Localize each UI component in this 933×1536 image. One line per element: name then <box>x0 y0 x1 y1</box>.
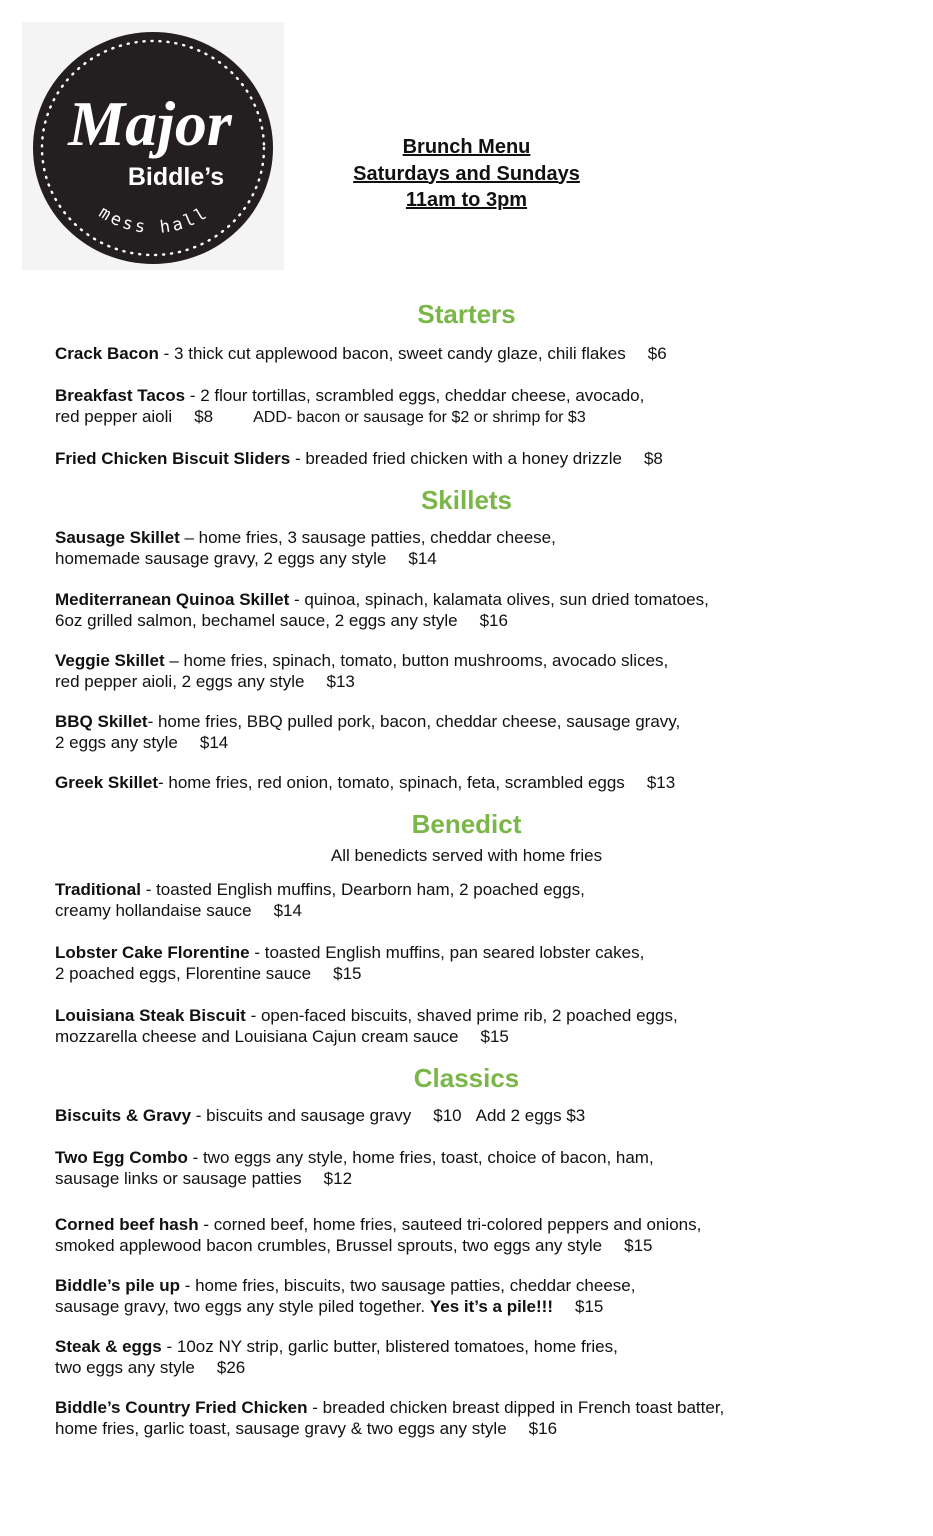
logo-seal-icon <box>22 22 284 270</box>
menu-item-veggie-skillet <box>55 650 895 692</box>
menu-item-fried-chicken-biscuit-sliders <box>55 448 895 469</box>
item-description: - breaded fried chicken with a honey drizzle <box>290 449 622 468</box>
item-description: - 3 thick cut applewood bacon, sweet candy glaze, chili flakes <box>158 344 626 363</box>
item-highlight: Yes it’s a pile!!! <box>429 1297 553 1316</box>
menu-item-biddles-pile-up <box>55 1275 895 1317</box>
section-title-classics: Classics <box>413 1063 520 1093</box>
item-description-line2: homemade sausage gravy, 2 eggs any style <box>55 549 387 568</box>
section-title-benedict: Benedict <box>411 809 522 839</box>
menu-item-steak-and-eggs <box>55 1336 895 1378</box>
item-price: $6 <box>647 344 667 363</box>
restaurant-logo <box>22 22 284 270</box>
item-price: $15 <box>624 1236 653 1255</box>
item-description: – home fries, 3 sausage patties, cheddar cheese, <box>179 528 556 547</box>
logo-tagline: mess hall <box>95 202 213 238</box>
item-description: - biscuits and sausage gravy <box>191 1106 412 1125</box>
item-addon: ADD- bacon or sausage for $2 or shrimp for $3 <box>253 409 586 426</box>
item-price: $15 <box>480 1027 509 1046</box>
item-name: Veggie Skillet <box>55 651 165 670</box>
item-description-line2: sausage gravy, two eggs any style piled together. <box>55 1297 430 1316</box>
item-name: Greek Skillet <box>55 773 159 792</box>
item-name: Steak & eggs <box>55 1337 162 1356</box>
menu-item-two-egg-combo <box>55 1147 895 1189</box>
item-description-line2: creamy hollandaise sauce <box>55 901 252 920</box>
item-price: $13 <box>326 672 355 691</box>
menu-item-mediterranean-quinoa-skillet <box>55 589 895 631</box>
item-name: Corned beef hash <box>55 1215 199 1234</box>
menu-header <box>300 134 633 214</box>
item-price: $10 <box>433 1106 462 1125</box>
item-description: - open-faced biscuits, shaved prime rib, 2 poached eggs, <box>245 1006 678 1025</box>
menu-item-greek-skillet <box>55 772 895 793</box>
item-name: Louisiana Steak Biscuit <box>55 1006 246 1025</box>
item-price: $14 <box>408 549 437 568</box>
item-name: Traditional <box>55 880 141 899</box>
menu-item-crack-bacon <box>55 343 895 364</box>
item-description: - toasted English muffins, Dearborn ham, 2 poached eggs, <box>140 880 585 899</box>
item-price: $16 <box>528 1419 558 1438</box>
menu-item-corned-beef-hash <box>55 1214 895 1256</box>
item-price: $16 <box>479 611 508 630</box>
item-name: Lobster Cake Florentine <box>55 943 250 962</box>
item-name: Biddle’s Country Fried Chicken <box>55 1398 308 1417</box>
section-title-starters: Starters <box>417 299 516 329</box>
menu-item-sausage-skillet <box>55 527 895 569</box>
menu-item-biddles-country-fried-chicken <box>55 1397 895 1439</box>
item-description: - 10oz NY strip, garlic butter, blistered tomatoes, home fries, <box>161 1337 618 1356</box>
item-price: $26 <box>216 1358 246 1377</box>
item-price: $14 <box>199 733 229 752</box>
item-name: Biscuits & Gravy <box>55 1106 192 1125</box>
menu-item-biscuits-and-gravy <box>55 1105 895 1126</box>
section-note-benedict: All benedicts served with home fries <box>330 846 603 865</box>
item-description: - quinoa, spinach, kalamata olives, sun dried tomatoes, <box>289 590 709 609</box>
item-name: Biddle’s pile up <box>55 1276 180 1295</box>
item-name: Sausage Skillet <box>55 528 180 547</box>
item-addon: Add 2 eggs $3 <box>475 1106 586 1125</box>
item-price: $15 <box>575 1297 604 1316</box>
item-name: Crack Bacon <box>55 344 159 363</box>
menu-item-traditional <box>55 879 895 921</box>
item-description-line2: two eggs any style <box>55 1358 195 1377</box>
item-name: Mediterranean Quinoa Skillet <box>55 590 290 609</box>
item-description-line2: 6oz grilled salmon, bechamel sauce, 2 eggs any style <box>55 611 458 630</box>
item-description: - breaded chicken breast dipped in French toast batter, <box>307 1398 725 1417</box>
menu-item-louisiana-steak-biscuit <box>55 1005 895 1047</box>
item-description: - toasted English muffins, pan seared lobster cakes, <box>249 943 645 962</box>
item-description: - 2 flour tortillas, scrambled eggs, cheddar cheese, avocado, <box>185 386 645 405</box>
menu-item-breakfast-tacos <box>55 385 895 428</box>
item-description: - two eggs any style, home fries, toast, choice of bacon, ham, <box>187 1148 654 1167</box>
item-price: $13 <box>646 773 676 792</box>
item-description-line2: 2 eggs any style <box>55 733 178 752</box>
item-price: $14 <box>273 901 302 920</box>
section-title-skillets: Skillets <box>420 485 513 515</box>
logo-biddles-text: Biddle’s <box>127 163 225 191</box>
item-name: BBQ Skillet <box>55 712 148 731</box>
item-name: Fried Chicken Biscuit Sliders <box>55 449 291 468</box>
logo-major-text: Major <box>68 88 232 159</box>
item-description: - home fries, biscuits, two sausage patties, cheddar cheese, <box>180 1276 636 1295</box>
item-description-line2: 2 poached eggs, Florentine sauce <box>55 964 312 983</box>
item-price: $12 <box>323 1169 353 1188</box>
menu-title: Brunch Menu <box>402 136 531 158</box>
item-description-line2: smoked applewood bacon crumbles, Brussel sprouts, two eggs any style <box>55 1236 603 1255</box>
item-description: – home fries, spinach, tomato, button mushrooms, avocado slices, <box>164 651 669 670</box>
item-description: - corned beef, home fries, sauteed tri-colored peppers and onions, <box>198 1215 702 1234</box>
menu-item-bbq-skillet <box>55 711 895 753</box>
menu-hours: 11am to 3pm <box>405 189 528 211</box>
item-name: Two Egg Combo <box>55 1148 188 1167</box>
item-price: $8 <box>643 449 663 468</box>
item-description-line2: home fries, garlic toast, sausage gravy & two eggs any style <box>55 1419 507 1438</box>
menu-item-lobster-cake-florentine <box>55 942 895 984</box>
item-description: - home fries, BBQ pulled pork, bacon, cheddar cheese, sausage gravy, <box>147 712 681 731</box>
item-description-line2: mozzarella cheese and Louisiana Cajun cream sauce <box>55 1027 459 1046</box>
item-price: $15 <box>333 964 362 983</box>
item-name: Breakfast Tacos <box>55 386 186 405</box>
item-description-line2: red pepper aioli <box>55 407 173 426</box>
item-description: - home fries, red onion, tomato, spinach, feta, scrambled eggs <box>158 773 625 792</box>
item-price: $8 <box>194 407 214 426</box>
item-description-line2: sausage links or sausage patties <box>55 1169 302 1188</box>
menu-days: Saturdays and Sundays <box>353 162 580 185</box>
item-description-line2: red pepper aioli, 2 eggs any style <box>55 672 305 691</box>
